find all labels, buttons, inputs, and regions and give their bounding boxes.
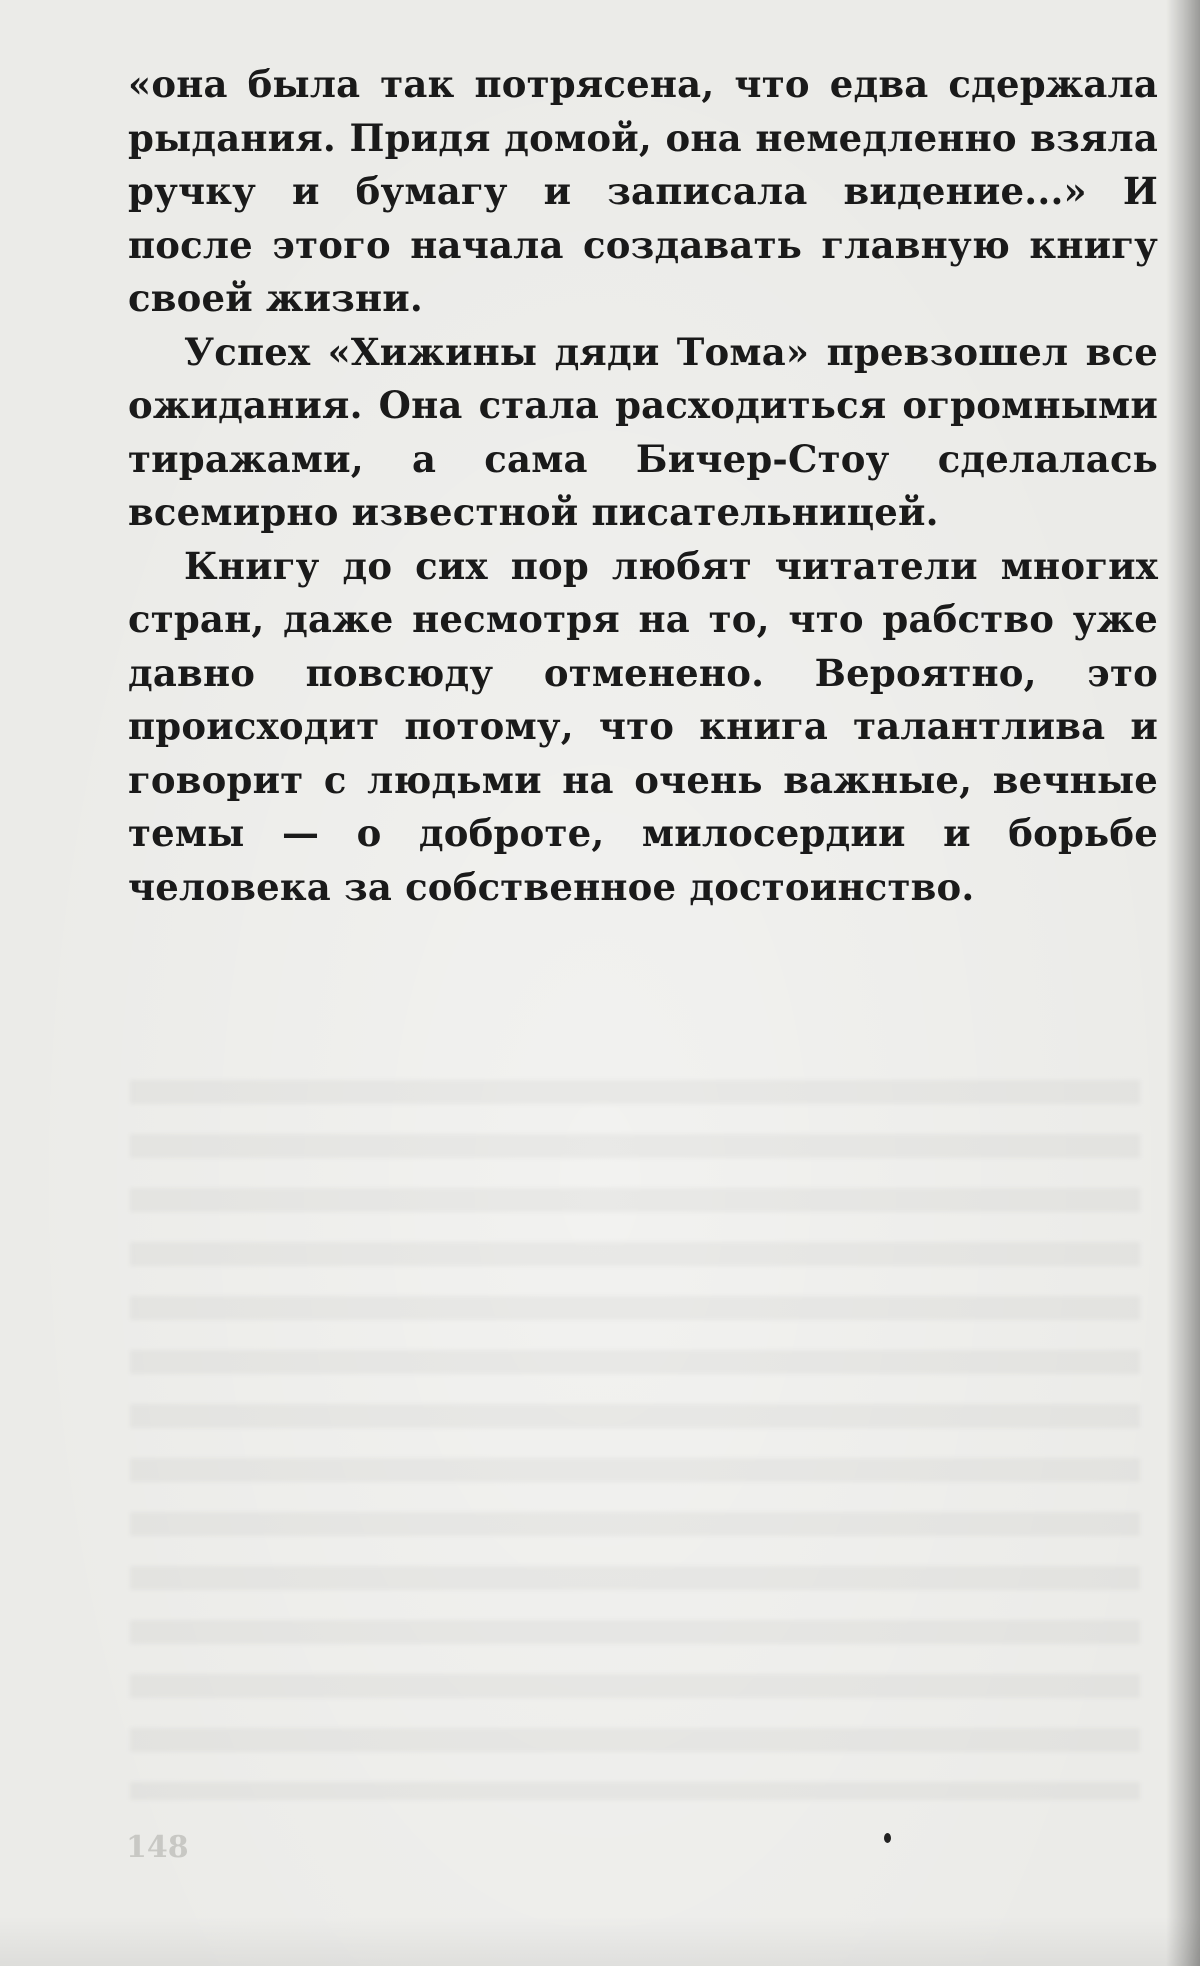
body-text bbox=[128, 58, 1158, 914]
page-gutter-shadow bbox=[1166, 0, 1200, 1966]
paragraph-3: Книгу до сих пор любят читатели многих стран, даже несмотря на то, что рабство уже давно повсюду отменено. Вероятно, это происходит потому, что книга талантлива и говорит с людьми на очень важные, вечные темы — о доброте, милосердии и борьбе человека за собственное достоинство. bbox=[128, 543, 1158, 909]
page-number: 148 bbox=[126, 1830, 189, 1865]
paragraph-2: Успех «Хижины дяди Тома» превзошел все ожидания. Она стала расходиться огромными тиражами, а сама Бичер-Стоу сделалась всемирно известной писательницей. bbox=[128, 329, 1158, 534]
paragraph-1: «она была так потрясена, что едва сдержала рыдания. Придя домой, она немедленно взяла ручку и бумагу и записала видение...» И после этого начала создавать главную книгу своей жизни. bbox=[128, 62, 1158, 320]
ink-speck bbox=[884, 1833, 891, 1843]
show-through-texture bbox=[130, 1080, 1140, 1800]
page-bottom-shade bbox=[0, 1916, 1200, 1966]
